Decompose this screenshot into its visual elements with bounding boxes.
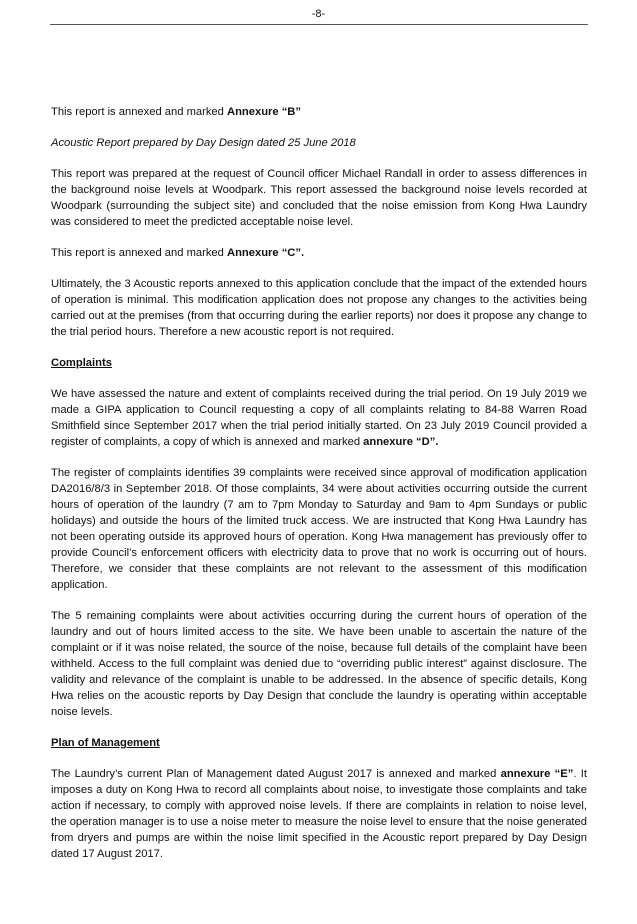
complaints-paragraph-2: The register of complaints identifies 39 complaints were received since approval of modification application DA2016/8/3 in September 2018. Of those complaints, 34 were about activities occurring outside the current hours of operation of the laundry (7 am to 7pm Monday to Saturday and 9am to 4pm Sundays or public holidays) and outside the hours of the limited truck access. We are instructed that Kong Hwa Laundry has not been operating outside its approved hours of operation. Kong Hwa management has previously offer to provide Council’s enforcement officers with electricity data to prove that no work is occurring out of hours. Therefore, we consider that these complaints are not relevant to the assessment of this modification application. [51, 467, 587, 591]
complaints-heading: Complaints [51, 357, 112, 369]
annexure-c-label: Annexure “C”. [227, 247, 305, 259]
annexure-b-paragraph [51, 104, 587, 120]
pom-text-after: . It imposes a duty on Kong Hwa to record all complaints about noise, to investigate those complaints and take action if necessary, to comply with approved noise levels. If there are complaints in relation to noise level, the operation manager is to use a noise meter to measure the noise level to ensure that the noise generated from dryers and pumps are within the noise limit specified in the Acoustic report prepared by Day Design dated 17 August 2017. [51, 768, 587, 860]
document-body [51, 104, 587, 877]
annexure-e-label: annexure “E” [500, 768, 574, 780]
conclusion-paragraph: Ultimately, the 3 Acoustic reports annexed to this application conclude that the impact of the extended hours of operation is minimal. This modification application does not propose any changes to the activities being carried out at the premises (from that occurring during the earlier reports) nor does it propose any change to the trial period hours. Therefore a new acoustic report is not required. [51, 278, 587, 338]
annexure-b-text: This report is annexed and marked [51, 106, 227, 118]
annexure-c-text: This report is annexed and marked [51, 247, 227, 259]
plan-of-management-heading: Plan of Management [51, 737, 160, 749]
pom-text-before: The Laundry’s current Plan of Management dated August 2017 is annexed and marked [51, 768, 501, 780]
annexure-b-label: Annexure “B” [227, 106, 301, 118]
annexure-d-label: annexure “D”. [363, 436, 439, 448]
annexure-c-paragraph [51, 245, 587, 261]
page-number: -8- [311, 8, 326, 20]
acoustic-report-paragraph: This report was prepared at the request of Council officer Michael Randall in order to assess differences in the background noise levels at Woodpark. This report assessed the background noise levels recorded at Woodpark (surrounding the subject site) and concluded that the noise emission from Kong Hwa Laundry was considered to meet the predicted acceptable noise level. [51, 168, 587, 228]
header-divider [50, 24, 588, 25]
complaints-paragraph-1-text: We have assessed the nature and extent of complaints received during the trial period. On 19 July 2019 we made a GIPA application to Council requesting a copy of all complaints relating to 84-88 Warren Road Smithfield since September 2017 when the trial period initially started. On 23 July 2019 Council provided a register of complaints, a copy of which is annexed and marked [51, 388, 587, 448]
plan-of-management-paragraph [51, 766, 587, 862]
complaints-paragraph-3: The 5 remaining complaints were about activities occurring during the current hours of operation of the laundry and out of hours limited access to the site. We have been unable to ascertain the nature of the complaint or if it was noise related, the source of the noise, because full details of the complaint have been withheld. Access to the full complaint was denied due to “overriding public interest” against disclosure. The validity and relevance of the complaint is unable to be addressed. In the absence of specific details, Kong Hwa relies on the acoustic reports by Day Design that conclude the laundry is operating within acceptable noise levels. [51, 610, 587, 718]
acoustic-report-title: Acoustic Report prepared by Day Design dated 25 June 2018 [51, 137, 356, 149]
complaints-paragraph-1 [51, 386, 587, 450]
